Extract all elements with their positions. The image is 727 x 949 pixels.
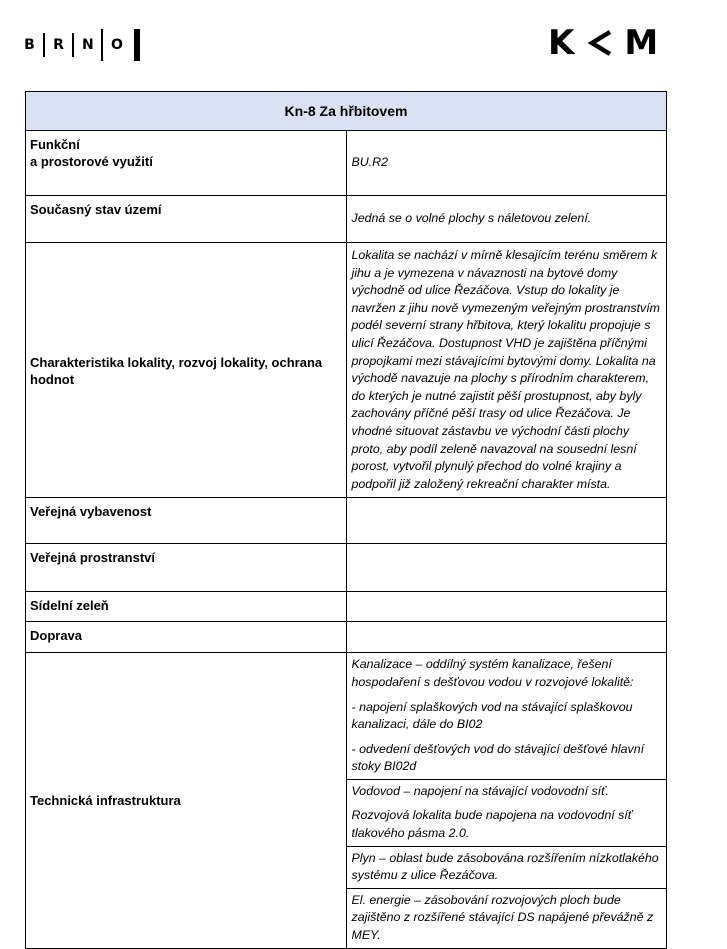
row-label-characteristics: Charakteristika lokality, rozvoj lokality, ochrana hodnot <box>26 243 347 498</box>
locality-table <box>25 91 667 949</box>
row-value-functional-use: BU.R2 <box>346 131 667 196</box>
row-label-public-amenities: Veřejná vybavenost <box>26 498 347 544</box>
kam-logo <box>548 23 659 63</box>
row-value-public-amenities <box>346 498 667 544</box>
row-value-transport <box>346 622 667 653</box>
infra-water-supply <box>347 780 667 847</box>
logo-divider <box>134 29 140 61</box>
kam-triangle-icon <box>588 29 612 57</box>
infra-gas-line: Plyn – oblast bude zásobována rozšířením nízkotlakého systému z ulice Řezáčova. <box>351 850 659 883</box>
table-row <box>26 592 667 622</box>
row-value-public-spaces <box>346 544 667 592</box>
infra-sewerage-item: - odvedení dešťových vod do stávající dešťové hlavní stoky BI02d <box>351 741 645 774</box>
brno-letter-o: O <box>111 37 123 53</box>
infra-sewerage <box>347 653 667 780</box>
row-value-technical-infrastructure <box>346 653 667 948</box>
kam-letter-m: M <box>624 23 659 63</box>
row-label-transport: Doprava <box>26 622 347 653</box>
row-value-urban-greenery <box>346 592 667 622</box>
table-row <box>26 196 667 243</box>
table-row <box>26 544 667 592</box>
row-label-technical-infrastructure: Technická infrastruktura <box>26 653 347 948</box>
brno-letter-r: R <box>53 37 64 53</box>
brno-logo <box>24 30 140 60</box>
logo-divider <box>43 33 45 57</box>
logo-divider <box>72 33 74 57</box>
kam-letter-k: K <box>548 23 575 63</box>
row-label-functional-use: Funkční a prostorové využití <box>26 131 347 196</box>
infra-water-line: Vodovod – napojení na stávající vodovodní síť. <box>351 783 609 798</box>
row-label-public-spaces: Veřejná prostranství <box>26 544 347 592</box>
row-value-characteristics: Lokalita se nachází v mírně klesajícím terénu směrem k jihu a je vymezena v návaznosti na bytové domy východně od ulice Řezáčova. Vstup do lokality je navržen z jihu nově vymezeným veřejným prostranstvím podél severní strany hřbitova, který lokalitu propojuje s ulicí Řezáčova. Dostupnost VHD je zajištěna příčnými propojkami mezi stávajícími bytovými domy. Lokalita na východě navazuje na plochy s přírodním charakterem, do kterých je nutné zajistit pěší prostupnost, aby byly zachovány příčné pěší trasy od ulice Řezáčova. Je vhodné situovat zástavbu ve východní části plochy proto, aby podíl zeleně navazoval na sousední lesní porost, vytvořil plynulý přechod do volné krajiny a podpořil již založený rekreační charakter místa. <box>346 243 667 498</box>
row-label-urban-greenery: Sídelní zeleň <box>26 592 347 622</box>
brno-letter-b: B <box>24 37 35 53</box>
table-row <box>26 131 667 196</box>
brno-letter-n: N <box>82 37 94 53</box>
infra-sewerage-item: - napojení splaškových vod na stávající splaškovou kanalizaci, dále do BI02 <box>351 699 633 732</box>
table-row <box>26 498 667 544</box>
infra-water-line: Rozvojová lokalita bude napojena na vodovodní síť tlakového pásma 2.0. <box>351 808 633 841</box>
table-row <box>26 653 667 948</box>
infra-sewerage-intro: Kanalizace – oddílný systém kanalizace, řešení hospodaření s dešťovou vodou v rozvojové lokalitě: <box>351 657 634 689</box>
row-value-current-state: Jedná se o volné plochy s náletovou zelení. <box>346 196 667 243</box>
infra-electricity-line: El. energie – zásobování rozvojových ploch bude zajištěno z rozšířené stávající DS napájené převážně z MEY. <box>351 892 654 943</box>
row-label-current-state: Současný stav území <box>26 196 347 243</box>
infra-gas <box>347 847 667 889</box>
table-title: Kn-8 Za hřbitovem <box>26 92 667 131</box>
table-row <box>26 243 667 498</box>
logo-divider <box>101 29 103 61</box>
infra-electricity <box>347 889 667 948</box>
table-row <box>26 622 667 653</box>
